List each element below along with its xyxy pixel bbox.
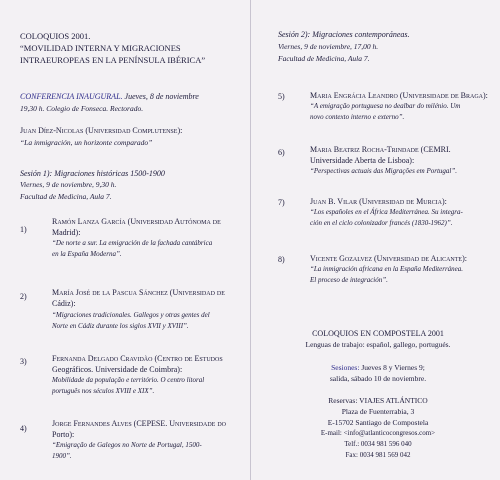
footer-fax: Fax: 0034 981 569 042 bbox=[345, 451, 411, 459]
item-talk: “Migraciones tradicionales. Gallegos y otras gentes del bbox=[52, 311, 210, 319]
item-speaker: Ramón Lanza García (Universidad Autónoma de bbox=[52, 217, 221, 226]
item-speaker: Maria Beatriz Rocha-Trindade (CEMRI. bbox=[310, 145, 451, 154]
sesion2-place: Facultad de Medicina, Aula 7. bbox=[278, 54, 370, 63]
item-talk: ción en el ciclo colonizador francés (1830-1962)”. bbox=[310, 219, 453, 227]
item-affiliation: Geográficos. Universidade de Coimbra): bbox=[52, 365, 183, 374]
conferencia-date2: 19,30 h. Colegio de Fonseca. Rectorado. bbox=[20, 104, 144, 113]
item-speaker: Vicente Gozalvez (Universidad de Alicante): bbox=[310, 254, 467, 263]
conferencia-title: CONFERENCIA INAUGURAL. bbox=[20, 92, 123, 101]
conferencia-line1 bbox=[20, 93, 199, 101]
footer-title: COLOQUIOS EN COMPOSTELA 2001 bbox=[312, 329, 444, 338]
footer-reservas: Reservas: VIAJES ATLÁNTICO bbox=[328, 396, 428, 405]
item-talk: “Perspectivas actuais das Migrações em Portugal”. bbox=[310, 167, 457, 175]
footer-address2: E-15702 Santiago de Compostela bbox=[327, 418, 429, 427]
item-number: 8) bbox=[278, 255, 285, 264]
sesiones-text: Jueves 8 y Viernes 9; bbox=[359, 363, 425, 372]
header-line2: “MOVILIDAD INTERNA Y MIGRACIONES bbox=[20, 43, 181, 53]
sesiones-label: Sesiones: bbox=[331, 363, 360, 372]
item-talk: “Emigração de Galegos no Norte de Portugal, 1500- bbox=[52, 441, 202, 449]
item-affiliation: Porto): bbox=[52, 430, 75, 439]
item-number: 4) bbox=[20, 424, 27, 433]
item-affiliation: Universidade Aberta de Lisboa): bbox=[310, 156, 415, 165]
sesion2-date: Viernes, 9 de noviembre, 17,00 h. bbox=[278, 42, 379, 51]
header-line1: COLOQUIOS 2001. bbox=[20, 31, 91, 41]
sesion1-date: Viernes, 9 de noviembre, 9,30 h. bbox=[20, 180, 117, 189]
footer-tel: Telf.: 0034 981 596 040 bbox=[344, 440, 412, 448]
item-talk: 1900”. bbox=[52, 452, 72, 460]
conferencia-speaker: Juan Díez-Nicolas (Universidad Complutense): bbox=[20, 126, 183, 135]
item-talk: “De norte a sur. La emigración de la fachada cantábrica bbox=[52, 239, 213, 247]
item-affiliation: Madrid): bbox=[52, 228, 81, 237]
item-number: 3) bbox=[20, 357, 27, 366]
item-affiliation: Cádiz): bbox=[52, 299, 76, 308]
item-speaker: María José de la Pascua Sánchez (Universidad de bbox=[52, 288, 225, 297]
header-line3: INTRAEUROPEAS EN LA PENÍNSULA IBÉRICA” bbox=[20, 55, 206, 65]
item-number: 1) bbox=[20, 225, 27, 234]
item-speaker: Maria Engrácia Leandro (Universidade de Braga): bbox=[310, 91, 488, 100]
item-talk: Norte en Cádiz durante los siglos XVII y XVIII”. bbox=[52, 322, 189, 330]
item-number: 6) bbox=[278, 148, 285, 157]
item-talk: en la España Moderna”. bbox=[52, 250, 122, 258]
footer-salida: salida, sábado 10 de noviembre. bbox=[329, 374, 427, 383]
item-speaker: Jorge Fernandes Alves (CEPESE. Universidade do bbox=[52, 419, 227, 428]
footer-langs: Lenguas de trabajo: español, gallego, portugués. bbox=[305, 340, 451, 349]
sesion2-title: Sesión 2): Migraciones contemporáneas. bbox=[278, 30, 410, 39]
footer-sesiones bbox=[256, 364, 500, 372]
item-talk: El proceso de integración”. bbox=[310, 276, 388, 284]
item-number: 5) bbox=[278, 92, 285, 101]
sesion1-place: Facultad de Medicina, Aula 7. bbox=[20, 192, 112, 201]
item-talk: “La inmigración africana en la España Mediterránea. bbox=[310, 265, 464, 273]
item-speaker: Juan B. Vilar (Universidad de Murcia): bbox=[310, 197, 447, 206]
sesion1-title: Sesión 1): Migraciones históricas 1500-1900 bbox=[20, 169, 165, 178]
item-number: 2) bbox=[20, 292, 27, 301]
footer-address1: Plaza de Fuenterrabia, 3 bbox=[341, 407, 415, 416]
item-talk: novo contexto interno e externo”. bbox=[310, 113, 405, 121]
item-number: 7) bbox=[278, 198, 285, 207]
item-talk: Mobilidade da população e território. O centro litoral bbox=[52, 376, 205, 384]
item-talk: português nos séculos XVIII e XIX”. bbox=[52, 387, 155, 395]
conferencia-date1: Jueves, 8 de noviembre bbox=[122, 92, 199, 101]
footer-email: E-mail: <info@atlanticocongresos.com> bbox=[320, 429, 436, 437]
fold-divider bbox=[250, 0, 251, 480]
item-talk: “Los españoles en el África Mediterránea. Su integra- bbox=[310, 208, 463, 216]
item-speaker: Fernanda Delgado Cravidão (Centro de Estudos bbox=[52, 354, 223, 363]
conferencia-talk: “La inmigración, un horizonte comparado” bbox=[20, 138, 153, 147]
item-talk: “A emigração portuguesa no dealbar do milénio. Um bbox=[310, 102, 461, 110]
